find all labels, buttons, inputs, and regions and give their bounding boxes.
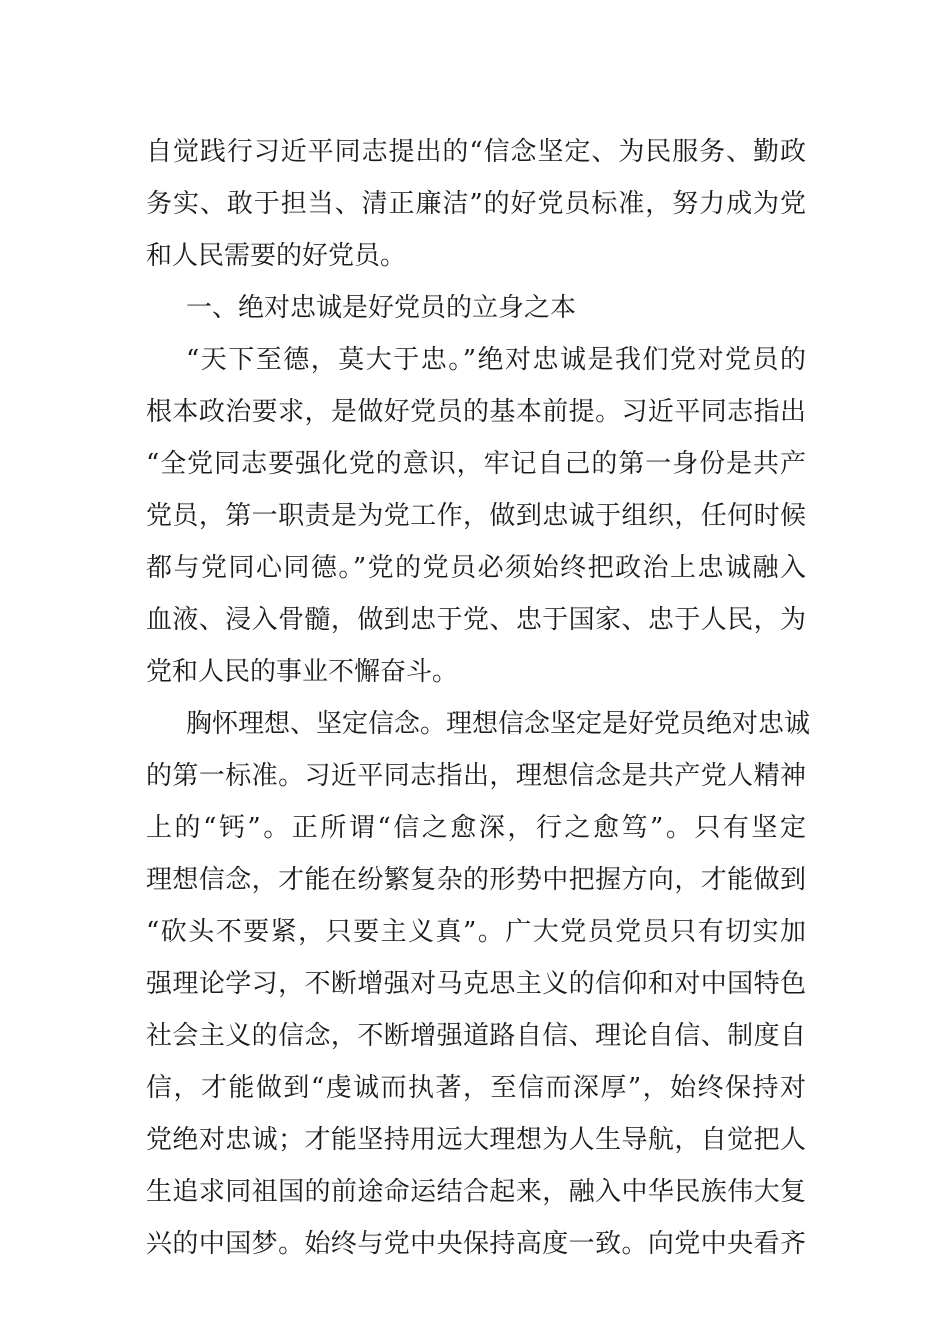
text-line: 党和人民的事业不懈奋斗。: [146, 657, 459, 687]
text-line: 生追求同祖国的前途命运结合起来，融入中华民族伟大复: [146, 1177, 806, 1207]
section-heading: [146, 282, 806, 334]
text-line: 和人民需要的好党员。: [146, 241, 407, 271]
heading-text: 一、绝对忠诚是好党员的立身之本: [186, 293, 577, 323]
text-line: 党绝对忠诚；才能坚持用远大理想为人生导航，自觉把人: [146, 1125, 806, 1155]
text-line: 自觉践行习近平同志提出的“信念坚定、为民服务、勤政: [146, 137, 806, 167]
paragraph-intro: [146, 126, 806, 282]
text-line: “天下至德，莫大于忠。”绝对忠诚是我们党对党员的: [186, 345, 806, 375]
text-line: 强理论学习，不断增强对马克思主义的信仰和对中国特色: [146, 969, 806, 999]
text-line: 党员，第一职责是为党工作，做到忠诚于组织，任何时候: [146, 501, 806, 531]
paragraph-loyalty: [146, 334, 806, 698]
text-line: 理想信念，才能在纷繁复杂的形势中把握方向，才能做到: [146, 865, 806, 895]
text-line: 上的“钙”。正所谓“信之愈深，行之愈笃”。只有坚定: [146, 813, 806, 843]
text-line: 胸怀理想、坚定信念。理想信念坚定是好党员绝对忠诚: [186, 709, 811, 739]
text-line: 务实、敢于担当、清正廉洁”的好党员标准，努力成为党: [146, 189, 806, 219]
document-body: [146, 126, 811, 1270]
text-line: 根本政治要求，是做好党员的基本前提。习近平同志指出: [146, 397, 806, 427]
paragraph-ideals: [146, 698, 811, 1270]
text-line: 血液、浸入骨髓，做到忠于党、忠于国家、忠于人民，为: [146, 605, 806, 635]
text-line: 信，才能做到“虔诚而执著，至信而深厚”，始终保持对: [146, 1073, 806, 1103]
text-line: 兴的中国梦。始终与党中央保持高度一致。向党中央看齐: [146, 1229, 806, 1259]
text-line: “全党同志要强化党的意识，牢记自己的第一身份是共产: [146, 449, 806, 479]
text-line: 的第一标准。习近平同志指出，理想信念是共产党人精神: [146, 761, 806, 791]
text-line: 都与党同心同德。”党的党员必须始终把政治上忠诚融入: [146, 553, 806, 583]
text-line: 社会主义的信念，不断增强道路自信、理论自信、制度自: [146, 1021, 806, 1051]
text-line: “砍头不要紧，只要主义真”。广大党员党员只有切实加: [146, 917, 806, 947]
